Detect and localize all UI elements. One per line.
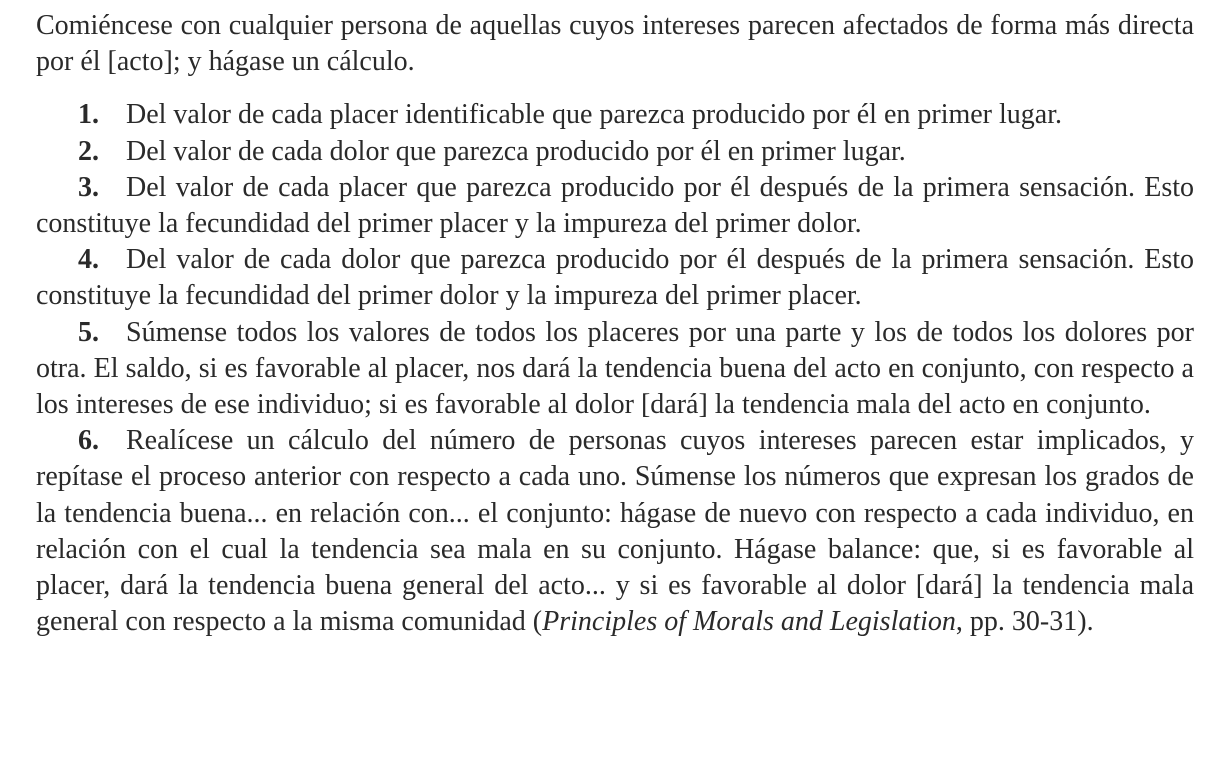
item-text: Del valor de cada dolor que parezca producido por él después de la primera sensación. Esto constituye la fecundidad del primer dolor y la impureza del primer placer. bbox=[36, 244, 1194, 312]
item-number: 2. bbox=[78, 135, 99, 167]
item-text: Súmense todos los valores de todos los placeres por una parte y los de todos los dolores por otra. El saldo, si es favorable al placer, nos dará la tendencia buena del acto en conjunto, con respecto a los intereses de ese individuo; si es favorable al dolor [dará] la tendencia mala del acto en conjunto. bbox=[36, 316, 1194, 421]
list-item-2 bbox=[36, 134, 1194, 170]
item-text: Del valor de cada dolor que parezca producido por él en primer lugar. bbox=[126, 135, 906, 167]
item-number: 3. bbox=[78, 171, 99, 203]
list-item-4 bbox=[36, 242, 1194, 314]
citation-title: Principles of Morals and Legislation bbox=[542, 606, 956, 638]
intro-paragraph: Comiéncese con cualquier persona de aquellas cuyos intereses parecen afectados de forma más directa por él [acto]; y hágase un cálculo. bbox=[36, 10, 1194, 78]
list-item-3 bbox=[36, 170, 1194, 242]
document-page bbox=[36, 8, 1194, 640]
item-text: Del valor de cada placer que parezca producido por él después de la primera sensación. Esto constituye la fecundidad del primer placer y la impureza del primer dolor. bbox=[36, 171, 1194, 240]
item-number: 6. bbox=[78, 425, 99, 457]
item-number: 5. bbox=[78, 316, 99, 348]
item-text: Del valor de cada placer identificable que parezca producido por él en primer lugar. bbox=[126, 99, 1062, 131]
item-number: 4. bbox=[78, 244, 99, 276]
item-number: 1. bbox=[78, 99, 99, 131]
list-item-1 bbox=[36, 97, 1194, 133]
item-text: Realícese un cálculo del número de personas cuyos intereses parecen estar implicados, y repítase el proceso anterior con respecto a cada uno. Súmense los números que expresan los grados de la tendencia buena... en relación con... el conjunto: hágase de nuevo con respecto a cada individuo, en relación con el cual la tendencia sea mala en su conjunto. Hágase balance: que, si es favorable al placer, dará la tendencia buena general del acto... y si es favorable al dolor [dará] la tendencia mala general con respecto a la misma comunidad ( bbox=[36, 425, 1194, 638]
list-item-6 bbox=[36, 423, 1194, 640]
citation-tail: , pp. 30-31). bbox=[955, 606, 1094, 638]
list-item-5 bbox=[36, 315, 1194, 424]
